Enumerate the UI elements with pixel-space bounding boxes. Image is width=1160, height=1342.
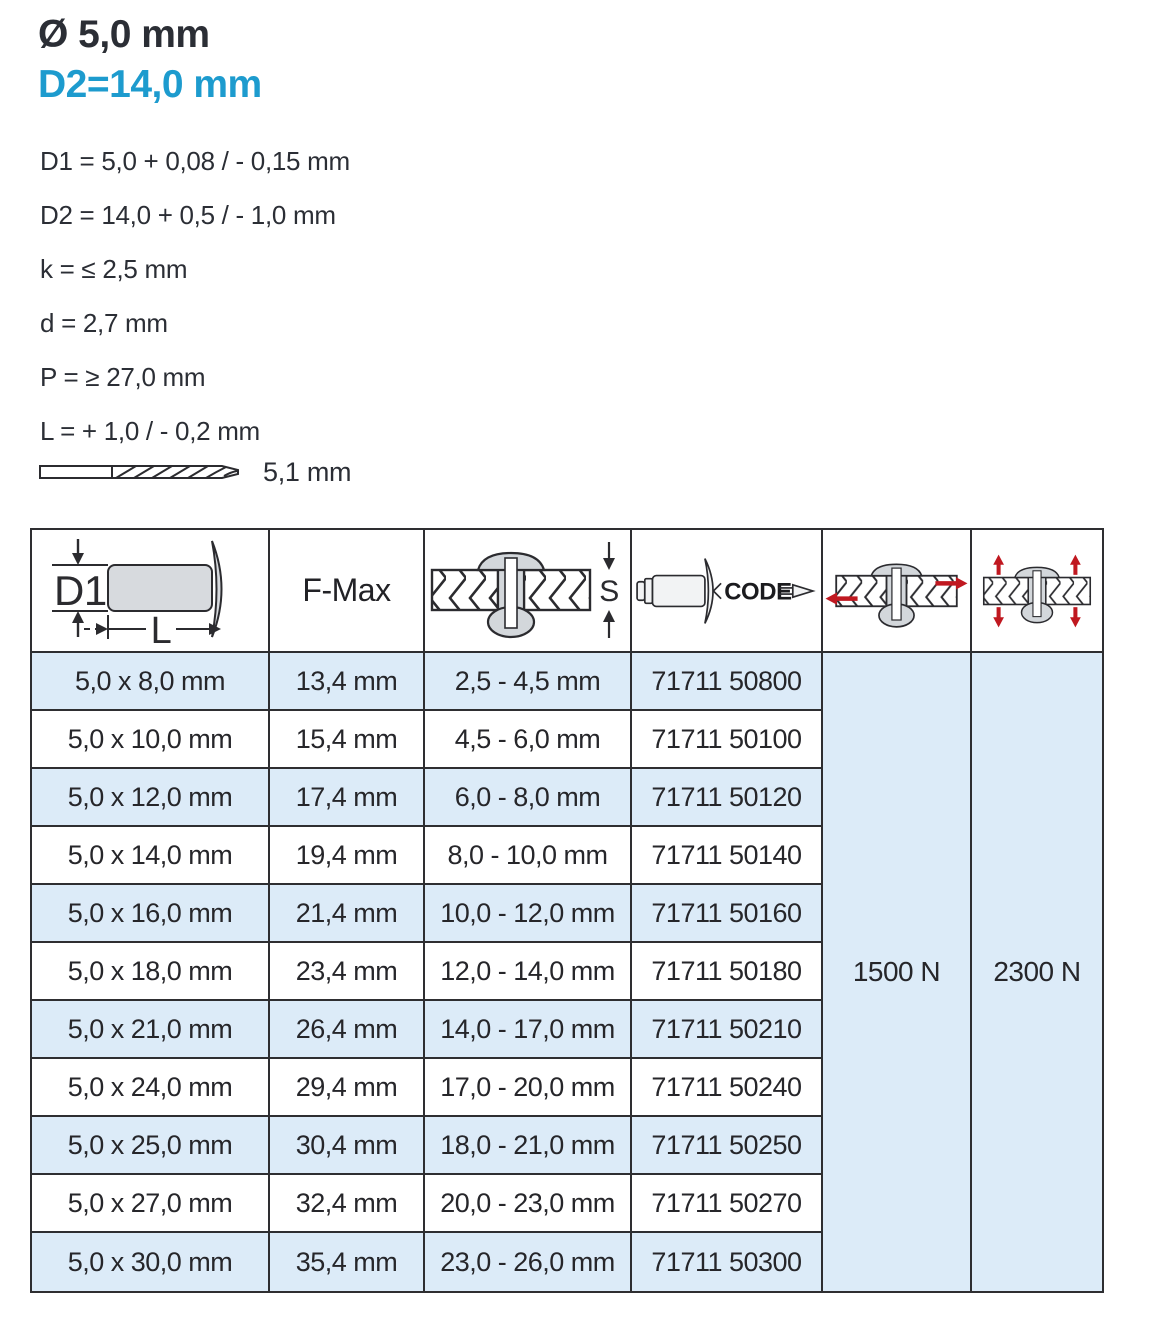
- rivet-code-icon: [634, 545, 819, 637]
- dimension-cell: 5,0 x 30,0 mm: [32, 1233, 270, 1291]
- f-max-cell: 23,4 mm: [270, 943, 425, 1001]
- dimension-cell: 5,0 x 18,0 mm: [32, 943, 270, 1001]
- header-shear: [823, 530, 972, 653]
- f-max-cell: 29,4 mm: [270, 1059, 425, 1117]
- dimension-cell: 5,0 x 8,0 mm: [32, 653, 270, 711]
- spec-lines: [40, 134, 350, 458]
- dimension-cell: 5,0 x 25,0 mm: [32, 1117, 270, 1175]
- grip-range-icon: [426, 538, 630, 644]
- grip-range-cell: 12,0 - 14,0 mm: [425, 943, 632, 1001]
- spec-line-d1: D1 = 5,0 + 0,08 / - 0,15 mm: [40, 146, 350, 176]
- drill-size-row: [38, 452, 351, 492]
- drill-bit-icon: [38, 456, 243, 488]
- dimension-cell: 5,0 x 14,0 mm: [32, 827, 270, 885]
- code-cell: 71711 50800: [632, 653, 823, 711]
- dimension-cell: 5,0 x 10,0 mm: [32, 711, 270, 769]
- grip-range-cell: 6,0 - 8,0 mm: [425, 769, 632, 827]
- grip-range-cell: 8,0 - 10,0 mm: [425, 827, 632, 885]
- shear-strength-value: 1500 N: [823, 653, 972, 1291]
- grip-range-cell: 17,0 - 20,0 mm: [425, 1059, 632, 1117]
- spec-line-l: L = + 1,0 / - 0,2 mm: [40, 416, 260, 446]
- spec-line-k: k = ≤ 2,5 mm: [40, 254, 188, 284]
- code-cell: 71711 50210: [632, 1001, 823, 1059]
- code-cell: 71711 50140: [632, 827, 823, 885]
- code-cell: 71711 50300: [632, 1233, 823, 1291]
- dimension-cell: 5,0 x 27,0 mm: [32, 1175, 270, 1233]
- f-max-cell: 30,4 mm: [270, 1117, 425, 1175]
- code-cell: 71711 50120: [632, 769, 823, 827]
- dimension-cell: 5,0 x 16,0 mm: [32, 885, 270, 943]
- grip-range-cell: 14,0 - 17,0 mm: [425, 1001, 632, 1059]
- f-max-cell: 32,4 mm: [270, 1175, 425, 1233]
- header-tensile: [972, 530, 1102, 653]
- dimension-cell: 5,0 x 21,0 mm: [32, 1001, 270, 1059]
- spec-line-p: P = ≥ 27,0 mm: [40, 362, 206, 392]
- grip-range-cell: 10,0 - 12,0 mm: [425, 885, 632, 943]
- spec-line-d: d = 2,7 mm: [40, 308, 168, 338]
- code-cell: 71711 50250: [632, 1117, 823, 1175]
- grip-range-cell: 4,5 - 6,0 mm: [425, 711, 632, 769]
- f-max-cell: 35,4 mm: [270, 1233, 425, 1291]
- f-max-cell: 17,4 mm: [270, 769, 425, 827]
- header-grip-range: [425, 530, 632, 653]
- shear-strength-icon: [824, 539, 969, 643]
- grip-range-cell: 20,0 - 23,0 mm: [425, 1175, 632, 1233]
- code-cell: 71711 50270: [632, 1175, 823, 1233]
- code-cell: 71711 50160: [632, 885, 823, 943]
- l-label: L: [150, 609, 172, 647]
- header-rivet-dimension: [32, 530, 270, 653]
- code-cell: 71711 50180: [632, 943, 823, 1001]
- tensile-strength-value: 2300 N: [972, 653, 1102, 1291]
- code-cell: 71711 50100: [632, 711, 823, 769]
- spec-line-d2: D2 = 14,0 + 0,5 / - 1,0 mm: [40, 200, 336, 230]
- f-max-cell: 21,4 mm: [270, 885, 425, 943]
- drill-size-label: 5,1 mm: [263, 456, 352, 487]
- grip-range-cell: 23,0 - 26,0 mm: [425, 1233, 632, 1291]
- rivet-dimension-icon: [44, 535, 256, 647]
- code-label: CODE: [724, 577, 792, 605]
- header-f-max: [270, 530, 425, 653]
- header-code: [632, 530, 823, 653]
- grip-range-cell: 18,0 - 21,0 mm: [425, 1117, 632, 1175]
- d2-title: D2=14,0 mm: [38, 63, 262, 106]
- spec-table: [30, 528, 1104, 1293]
- page-titles: [38, 10, 262, 110]
- f-max-cell: 15,4 mm: [270, 711, 425, 769]
- tensile-strength-icon: [973, 538, 1101, 644]
- diameter-title: Ø 5,0 mm: [38, 13, 210, 56]
- f-max-cell: 26,4 mm: [270, 1001, 425, 1059]
- dimension-cell: 5,0 x 24,0 mm: [32, 1059, 270, 1117]
- code-cell: 71711 50240: [632, 1059, 823, 1117]
- f-max-cell: 19,4 mm: [270, 827, 425, 885]
- grip-range-cell: 2,5 - 4,5 mm: [425, 653, 632, 711]
- d1-label: D1: [54, 566, 107, 614]
- s-label: S: [598, 574, 619, 608]
- f-max-cell: 13,4 mm: [270, 653, 425, 711]
- f-max-label: F-Max: [302, 572, 391, 608]
- dimension-cell: 5,0 x 12,0 mm: [32, 769, 270, 827]
